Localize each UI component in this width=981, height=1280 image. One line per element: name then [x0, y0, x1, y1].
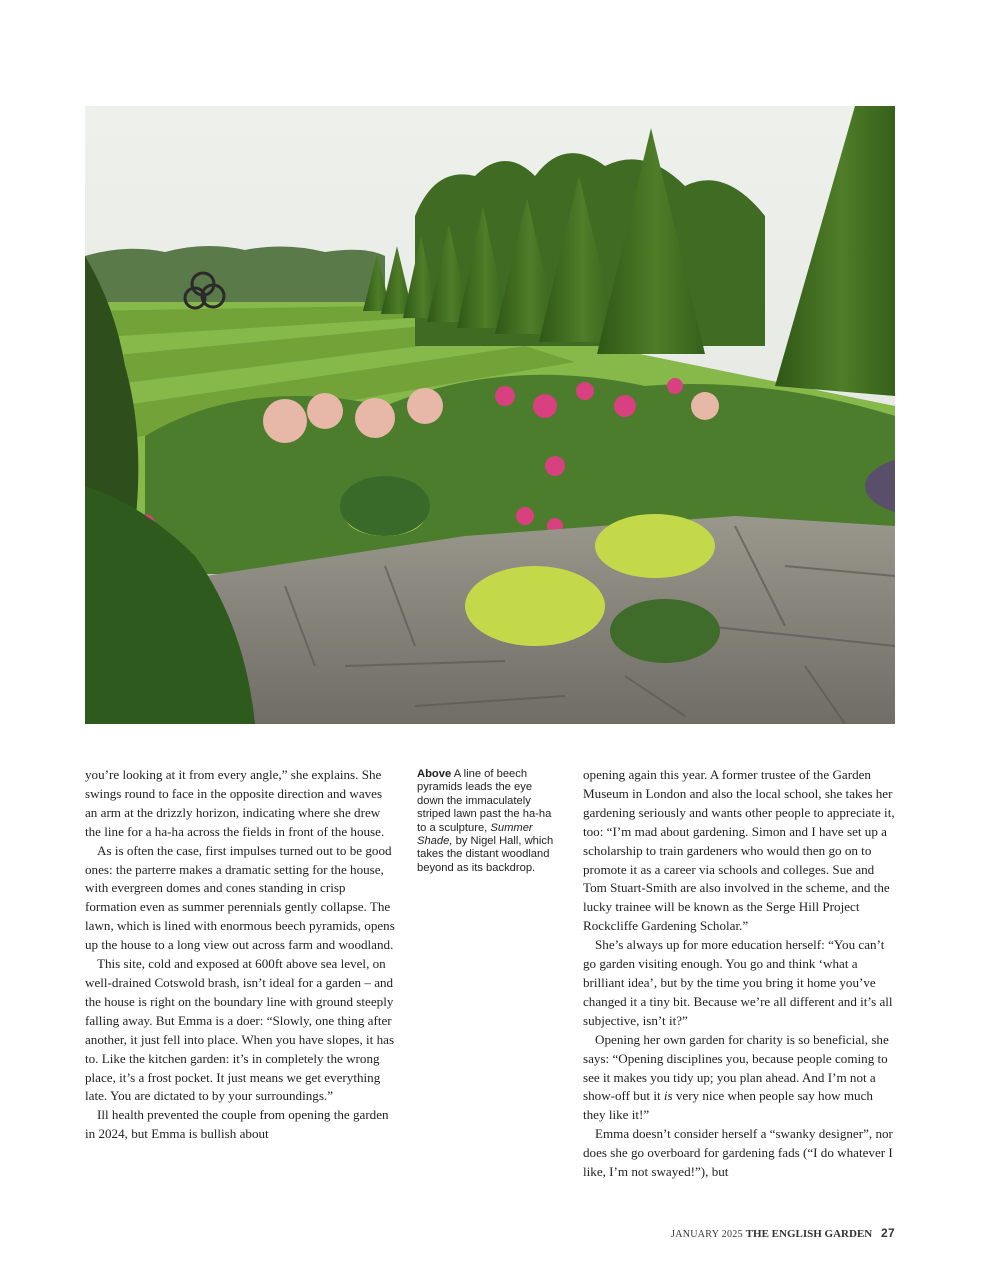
magazine-name: THE ENGLISH GARDEN — [745, 1228, 873, 1240]
caption-artwork-title: Summer Shade, — [417, 821, 533, 848]
garden-photo — [85, 106, 895, 724]
body-column-left — [85, 766, 397, 1144]
paragraph: Opening her own garden for charity is so beneficial, she says: “Opening disciplines you, because people coming to see it makes you tidy up; you plan ahead. And I’m not a show-off but it is very nice when people say how much they like it!” — [583, 1031, 889, 1123]
body-column-right — [583, 766, 896, 1182]
paragraph: Ill health prevented the couple from opening the garden in 2024, but Emma is bullish about — [85, 1107, 389, 1142]
paragraph: you’re looking at it from every angle,” she explains. She swings round to face in the opposite direction and waves an arm at the drizzly horizon, indicating where she drew the line for a ha-ha across the fields in front of the house. — [85, 767, 385, 839]
paragraph: Emma doesn’t consider herself a “swanky designer”, nor does she go overboard for gardening fads (“I do whatever I like, I’m not swayed!”), but — [583, 1126, 893, 1180]
paragraph: As is often the case, first impulses turned out to be good ones: the parterre makes a dramatic setting for the house, with evergreen domes and cones standing in crisp formation even as summer perennials gently collapse. The lawn, which is lined with enormous beech pyramids, opens up the house to a long view out across farm and woodland. — [85, 842, 395, 953]
paragraph: She’s always up for more education herself: “You can’t go garden visiting enough. You go and think ‘what a brilliant idea’, but by the time you bring it home you’ve changed it a tiny bit. Because we’re all different and it’s all subjective, isn’t it?” — [583, 937, 893, 1028]
caption-text: A line of beech pyramids leads the eye down the immaculately striped lawn past the ha-ha to a sculpture, — [417, 768, 552, 834]
paragraph: opening again this year. A former trustee of the Garden Museum in London and also the local school, she takes her gardening seriously and wants other people to appreciate it, too: “I’m mad about gardening. Simon and I have set up a scholarship to train gardeners who would then go on to promote it as a career via schools and colleges. Sue and Tom Stuart-Smith are also involved in the scheme, and the lucky trainee will be known as the Serge Hill Project Rockcliffe Gardening Scholar.” — [583, 767, 895, 934]
photo-caption — [417, 768, 561, 875]
paragraph: This site, cold and exposed at 600ft above sea level, on well-drained Cotswold brash, isn’t ideal for a garden – and the house is right on the boundary line with ground steeply falling away. But Emma is a doer: “Slowly, one thing after another, it just fell into place. When you have slopes, it has to. Like the kitchen garden: it’s in completely the wrong place, it’s a frost pocket. It just means we get everything late. You are dictated to by your surroundings.” — [85, 956, 395, 1104]
page-footer — [671, 1226, 895, 1240]
issue-date: JANUARY 2025 — [671, 1229, 743, 1240]
caption-text: by Nigel Hall, which takes the distant woodland beyond as its backdrop. — [417, 835, 554, 874]
caption-lead: Above — [417, 768, 452, 780]
page-number: 27 — [881, 1226, 895, 1240]
